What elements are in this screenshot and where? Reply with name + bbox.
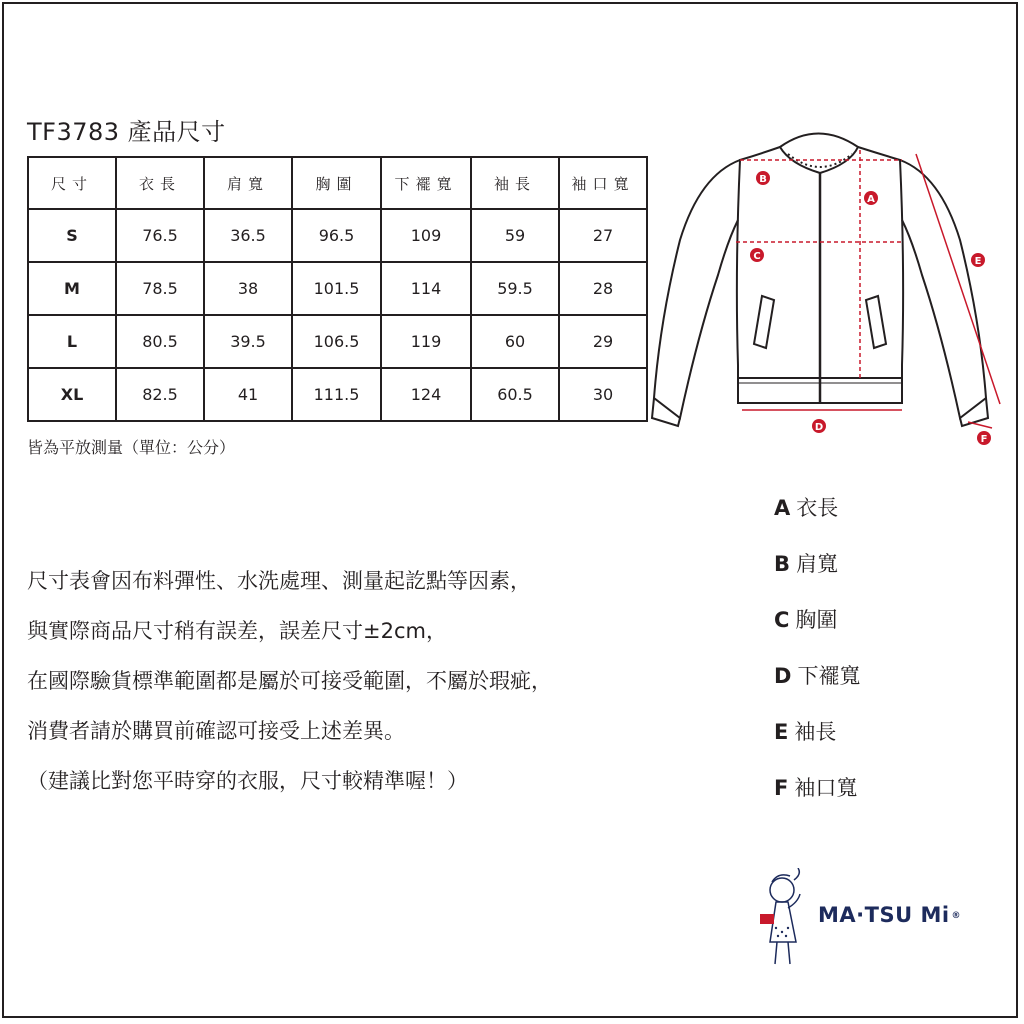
legend-item: C 胸圍 [774, 608, 838, 632]
table-cell: 28 [559, 262, 647, 315]
table-cell: 39.5 [204, 315, 292, 368]
table-cell: 119 [381, 315, 471, 368]
table-cell-size: M [28, 262, 116, 315]
header-size: 尺寸 [28, 157, 116, 209]
table-cell: 109 [381, 209, 471, 262]
table-cell: 60.5 [471, 368, 559, 421]
legend-item: E 袖長 [774, 720, 837, 744]
table-cell: 30 [559, 368, 647, 421]
brand-name: MA·TSU Mi ® [818, 903, 962, 927]
description-line: 尺寸表會因布料彈性、水洗處理、測量起訖點等因素， [27, 569, 531, 593]
table-cell: 82.5 [116, 368, 204, 421]
legend-item: F 袖口寬 [774, 776, 858, 800]
marker-b-label: B [759, 174, 767, 185]
table-cell: 27 [559, 209, 647, 262]
description-line: （建議比對您平時穿的衣服，尺寸較精準喔！） [27, 769, 468, 793]
header-chest: 胸圍 [292, 157, 381, 209]
table-cell-size: L [28, 315, 116, 368]
table-cell-size: XL [28, 368, 116, 421]
table-row [28, 209, 647, 262]
measurement-note: 皆為平放測量（單位：公分） [27, 438, 236, 457]
marker-f-label: F [980, 434, 988, 445]
description-line: 與實際商品尺寸稍有誤差，誤差尺寸±2cm， [27, 619, 447, 643]
header-shoulder: 肩寬 [204, 157, 292, 209]
table-cell: 29 [559, 315, 647, 368]
legend-item: A 衣長 [774, 496, 839, 520]
jacket-diagram [640, 120, 1020, 460]
marker-e-label: E [974, 256, 982, 267]
legend-item: B 肩寬 [774, 552, 839, 576]
header-length: 衣長 [116, 157, 204, 209]
table-cell-size: S [28, 209, 116, 262]
table-row [28, 262, 647, 315]
description-line: 消費者請於購買前確認可接受上述差異。 [27, 719, 405, 743]
table-header-row [28, 157, 647, 209]
table-cell: 80.5 [116, 315, 204, 368]
table-cell: 78.5 [116, 262, 204, 315]
table-cell: 38 [204, 262, 292, 315]
table-cell: 76.5 [116, 209, 204, 262]
header-cuff: 袖口寬 [559, 157, 647, 209]
table-cell: 60 [471, 315, 559, 368]
table-cell: 59.5 [471, 262, 559, 315]
marker-a-label: A [867, 194, 875, 205]
size-table [27, 156, 648, 422]
table-row [28, 368, 647, 421]
table-cell: 36.5 [204, 209, 292, 262]
legend-item: D 下襬寬 [774, 664, 861, 688]
table-cell: 101.5 [292, 262, 381, 315]
header-hem: 下襬寬 [381, 157, 471, 209]
table-cell: 124 [381, 368, 471, 421]
table-cell: 59 [471, 209, 559, 262]
table-cell: 111.5 [292, 368, 381, 421]
brand-mascot-icon [750, 868, 816, 972]
header-sleeve: 袖長 [471, 157, 559, 209]
table-cell: 96.5 [292, 209, 381, 262]
jacket-outline [652, 134, 988, 427]
description-text [27, 556, 747, 806]
table-cell: 114 [381, 262, 471, 315]
marker-d-label: D [814, 422, 824, 433]
measurement-legend [774, 480, 860, 816]
table-row [28, 315, 647, 368]
table-cell: 106.5 [292, 315, 381, 368]
marker-c-label: C [753, 251, 761, 262]
description-line: 在國際驗貨標準範圍都是屬於可接受範圍，不屬於瑕疵， [27, 669, 552, 693]
table-cell: 41 [204, 368, 292, 421]
page-title: TF3783 產品尺寸 [27, 118, 226, 146]
